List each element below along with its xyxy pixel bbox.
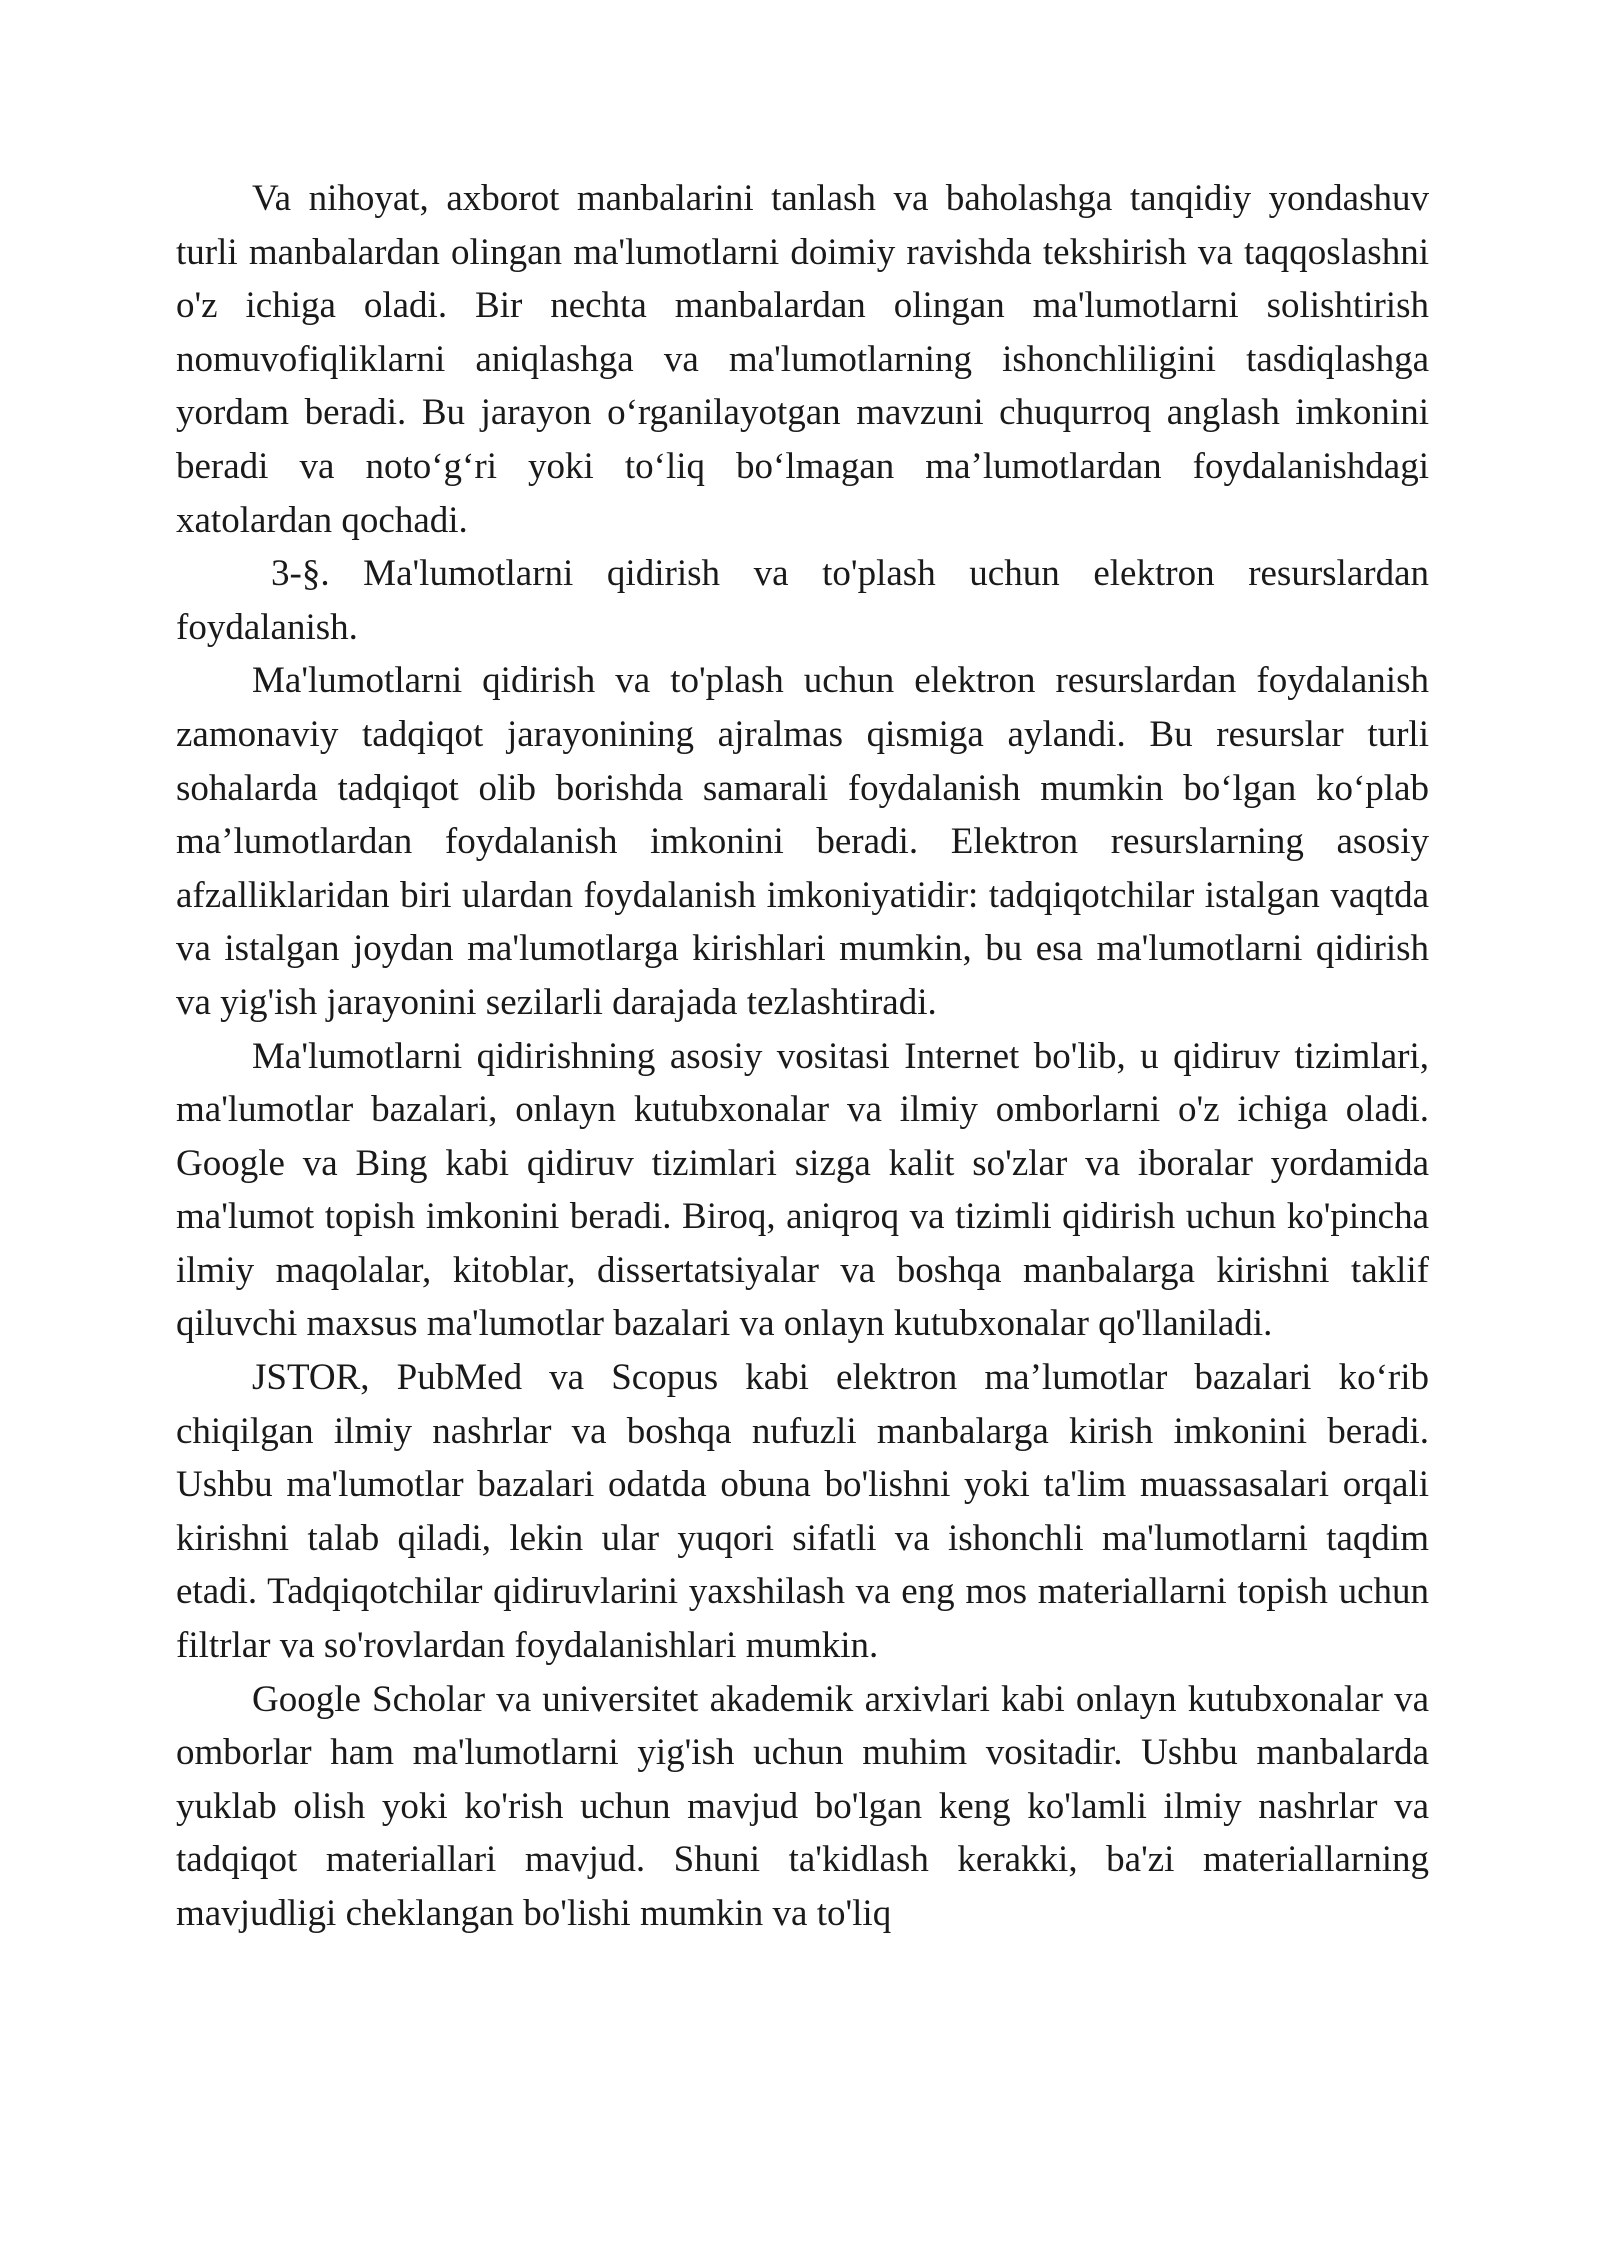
paragraph-critical-approach: Va nihoyat, axborot manbalarini tanlash va baholashga tanqidiy yondashuv turli manbalardan olingan ma'lumotlarni doimiy ravishda tekshirish va taqqoslashni o'z ichiga oladi. Bir nechta manbalardan olingan ma'lumotlarni solishtirish nomuvofiqliklarni aniqlashga va ma'lumotlarning ishonchliligini tasdiqlashga yordam beradi. Bu jarayon o‘rganilayotgan mavzuni chuqurroq anglash imkonini beradi va noto‘g‘ri yoki to‘liq bo‘lmagan ma’lumotlardan foydalanishdagi xatolardan qochadi.	[176, 178, 1429, 541]
document-body	[176, 172, 1429, 1941]
paragraph-electronic-resources: Ma'lumotlarni qidirish va to'plash uchun elektron resurslardan foydalanish zamonaviy tadqiqot jarayonining ajralmas qismiga aylandi. Bu resurslar turli sohalarda tadqiqot olib borishda samarali foydalanish mumkin bo‘lgan ko‘plab ma’lumotlardan foydalanish imkonini beradi. Elektron resurslarning asosiy afzalliklaridan biri ulardan foydalanish imkoniyatidir: tadqiqotchilar istalgan vaqtda va istalgan joydan ma'lumotlarga kirishlari mumkin, bu esa ma'lumotlarni qidirish va yig'ish jarayonini sezilarli darajada tezlashtiradi.	[176, 660, 1429, 1023]
paragraph-databases: JSTOR, PubMed va Scopus kabi elektron ma’lumotlar bazalari ko‘rib chiqilgan ilmiy nashrlar va boshqa nufuzli manbalarga kirish imkonini beradi. Ushbu ma'lumotlar bazalari odatda obuna bo'lishni yoki ta'lim muassasalari orqali kirishni talab qiladi, lekin ular yuqori sifatli va ishonchli ma'lumotlarni taqdim etadi. Tadqiqotchilar qidiruvlarini yaxshilash va eng mos materiallarni topish uchun filtrlar va so'rovlardan foydalanishlari mumkin.	[176, 1357, 1429, 1667]
section-heading: 3-§. Ma'lumotlarni qidirish va to'plash uchun elektron resurslardan foydalanish.	[176, 553, 1429, 648]
paragraph-internet-search: Ma'lumotlarni qidirishning asosiy vositasi Internet bo'lib, u qidiruv tizimlari, ma'lumotlar bazalari, onlayn kutubxonalar va ilmiy omborlarni o'z ichiga oladi. Google va Bing kabi qidiruv tizimlari sizga kalit so'zlar va iboralar yordamida ma'lumot topish imkonini beradi. Biroq, aniqroq va tizimli qidirish uchun ko'pincha ilmiy maqolalar, kitoblar, dissertatsiyalar va boshqa manbalarga kirishni taklif qiluvchi maxsus ma'lumotlar bazalari va onlayn kutubxonalar qo'llaniladi.	[176, 1035, 1429, 1345]
paragraph-online-libraries: Google Scholar va universitet akademik arxivlari kabi onlayn kutubxonalar va omborlar ham ma'lumotlarni yig'ish uchun muhim vositadir. Ushbu manbalarda yuklab olish yoki ko'rish uchun mavjud bo'lgan keng ko'lamli ilmiy nashrlar va tadqiqot materiallari mavjud. Shuni ta'kidlash kerakki, ba'zi materiallarning mavjudligi cheklangan bo'lishi mumkin va to'liq	[176, 1678, 1429, 1934]
